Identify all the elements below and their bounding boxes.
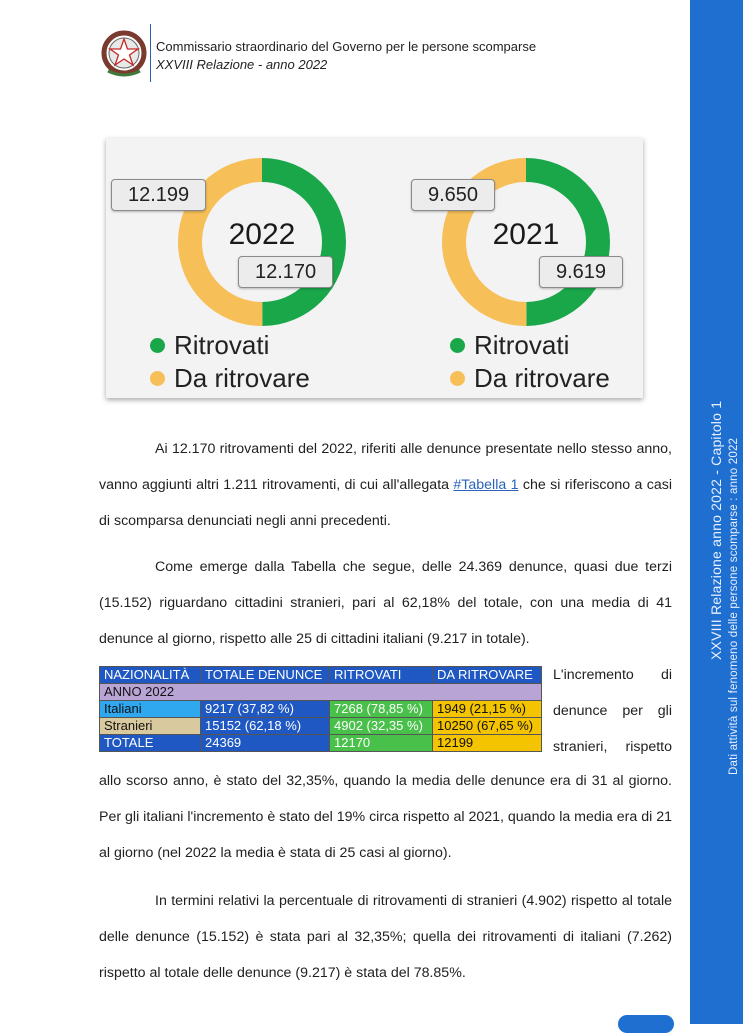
- orange-dot-icon: [450, 371, 465, 386]
- value-label-ritrovati-2021: 9.619: [539, 256, 623, 288]
- table-cell: TOTALE: [100, 735, 201, 752]
- table-cell: 24369: [201, 735, 330, 752]
- paragraph-ritrovamenti: [99, 431, 672, 539]
- chapter-title: XXVIII Relazione anno 2022 - Capitolo 1: [708, 400, 724, 660]
- side-line-text: stranieri, rispetto: [553, 739, 672, 755]
- legend-ritrovati-2022: [150, 330, 269, 361]
- value-label-da-ritrovare-2022: 12.199: [111, 179, 206, 211]
- chart-year-2021: 2021: [492, 218, 560, 251]
- green-dot-icon: [150, 338, 165, 353]
- nationality-table: [99, 666, 542, 752]
- side-line: [553, 693, 672, 729]
- table-cell: 10250 (67,65 %): [433, 718, 542, 735]
- table-header-cell: DA RITROVARE: [433, 667, 542, 684]
- paragraph-denunce: [99, 549, 672, 657]
- header-subtitle: XXVIII Relazione - anno 2022: [156, 57, 328, 72]
- table-cell: 12199: [433, 735, 542, 752]
- table-cell: Stranieri: [100, 718, 201, 735]
- donut-charts-figure: [106, 138, 643, 398]
- header-title: Commissario straordinario del Governo per le persone scomparse: [156, 39, 537, 54]
- tabella-1-link[interactable]: #Tabella 1: [453, 477, 519, 493]
- orange-dot-icon: [150, 371, 165, 386]
- chapter-subtitle: Dati attività sul fenomeno delle persone scomparse : anno 2022: [728, 437, 740, 775]
- table-header-cell: RITROVATI: [330, 667, 433, 684]
- paragraph-text: che si riferiscono a casi di scomparsa denunciati negli anni precedenti.: [99, 477, 672, 529]
- side-line: [553, 657, 672, 693]
- page-navigation-button[interactable]: [618, 1015, 674, 1033]
- side-line-text: denunce per gli: [553, 703, 672, 719]
- paragraph-percentuali: [99, 883, 672, 991]
- paragraph-text: Ai 12.170 ritrovamenti del 2022, riferiti alle denunce presentate nello stesso anno, vanno aggiunti altri 1.211 ritrovamenti, di cui all'allegata: [99, 441, 672, 493]
- legend-ritrovati-2021: [450, 330, 569, 361]
- italian-republic-emblem-icon: [100, 27, 148, 79]
- side-line-text: L'incremento di: [553, 667, 672, 683]
- side-line: [553, 729, 672, 765]
- table-cell: 9217 (37,82 %): [201, 701, 330, 718]
- table-cell: Italiani: [100, 701, 201, 718]
- table-header-cell: TOTALE DENUNCE: [201, 667, 330, 684]
- table-section-row: [100, 684, 542, 701]
- table-header-cell: NAZIONALITÀ: [100, 667, 201, 684]
- chapter-side-band: [690, 0, 743, 1024]
- paragraph-incremento: [99, 763, 672, 871]
- paragraph-text: allo scorso anno, è stato del 32,35%, quando la media delle denunce era di 31 al giorno. Per gli italiani l'incremento è stato del 19% circa rispetto al 2021, quando la media era di 21 al giorno (nel 2022 la media è stata di 25 casi al giorno).: [99, 773, 672, 861]
- table-row: [100, 718, 542, 735]
- legend-label: Da ritrovare: [174, 363, 310, 393]
- table-cell: 15152 (62,18 %): [201, 718, 330, 735]
- table-cell: 7268 (78,85 %): [330, 701, 433, 718]
- legend-label: Ritrovati: [174, 330, 270, 360]
- legend-da-ritrovare-2021: [450, 363, 610, 394]
- green-dot-icon: [450, 338, 465, 353]
- legend-label: Da ritrovare: [474, 363, 610, 393]
- table-row: [100, 701, 542, 718]
- value-label-da-ritrovare-2021: 9.650: [411, 179, 495, 211]
- table-cell: 1949 (21,15 %): [433, 701, 542, 718]
- header-divider: [150, 24, 151, 82]
- table-section-cell: ANNO 2022: [100, 684, 542, 701]
- paragraph-text: In termini relativi la percentuale di ritrovamenti di stranieri (4.902) rispetto al totale delle denunce (15.152) è stata pari al 32,35%; quella dei ritrovamenti di italiani (7.262) rispetto al totale delle denunce (9.217) è stata del 78.85%.: [99, 893, 672, 981]
- table-side-text: [553, 657, 672, 765]
- table-header-row: [100, 667, 542, 684]
- value-label-ritrovati-2022: 12.170: [238, 256, 333, 288]
- table-cell: 12170: [330, 735, 433, 752]
- table-cell: 4902 (32,35 %): [330, 718, 433, 735]
- legend-label: Ritrovati: [474, 330, 570, 360]
- table-total-row: [100, 735, 542, 752]
- legend-da-ritrovare-2022: [150, 363, 310, 394]
- chart-year-2022: 2022: [228, 218, 296, 251]
- paragraph-text: Come emerge dalla Tabella che segue, delle 24.369 denunce, quasi due terzi (15.152) riguardano cittadini stranieri, pari al 62,18% del totale, con una media di 41 denunce al giorno, rispetto alle 25 di cittadini italiani (9.217 in totale).: [99, 559, 672, 647]
- side-band-text: [690, 0, 743, 1024]
